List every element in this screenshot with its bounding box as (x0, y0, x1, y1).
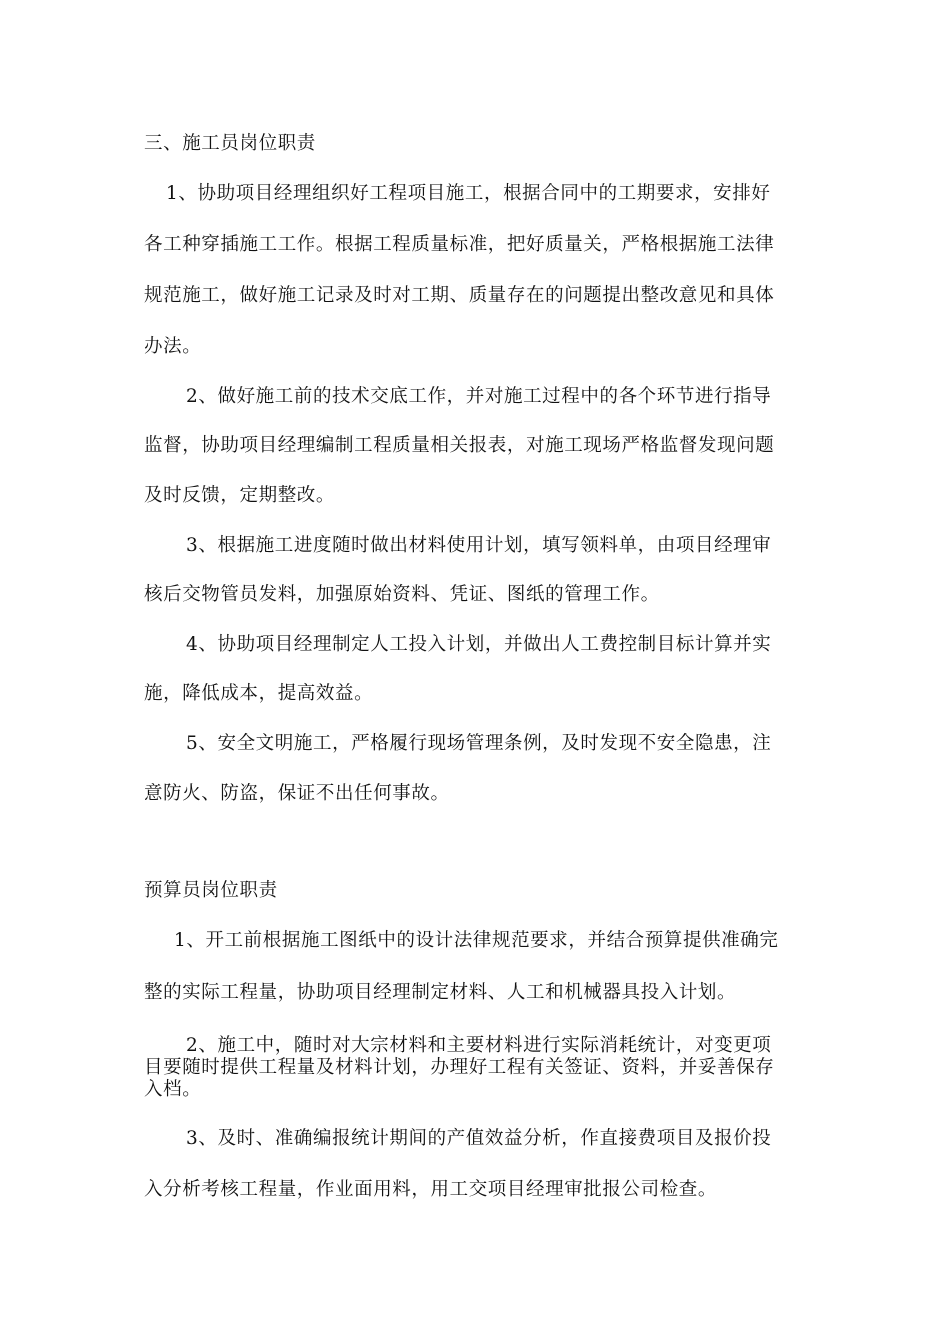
paragraph-line: 及时反馈，定期整改。 (144, 485, 336, 506)
paragraph-line: 监督，协助项目经理编制工程质量相关报表，对施工现场严格监督发现问题 (144, 435, 775, 456)
paragraph-line: 入档。 (144, 1079, 202, 1100)
paragraph-line: 5、安全文明施工，严格履行现场管理条例，及时发现不安全隐患，注 (186, 733, 772, 754)
paragraph-line: 核后交物管员发料，加强原始资料、凭证、图纸的管理工作。 (144, 584, 660, 605)
paragraph-line: 2、做好施工前的技术交底工作，并对施工过程中的各个环节进行指导 (186, 386, 772, 407)
paragraph-line: 办法。 (144, 336, 202, 357)
paragraph-line: 整的实际工程量，协助项目经理制定材料、人工和机械器具投入计划。 (144, 982, 737, 1003)
paragraph-line: 各工种穿插施工工作。根据工程质量标准，把好质量关，严格根据施工法律 (144, 234, 775, 255)
paragraph-line: 1、开工前根据施工图纸中的设计法律规范要求，并结合预算提供准确完 (174, 930, 779, 951)
paragraph-line: 规范施工，做好施工记录及时对工期、质量存在的问题提出整改意见和具体 (144, 285, 775, 306)
paragraph-line: 意防火、防盗，保证不出任何事故。 (144, 783, 450, 804)
paragraph-line: 3、及时、准确编报统计期间的产值效益分析，作直接费项目及报价投 (186, 1128, 772, 1149)
section-heading-budget-officer: 预算员岗位职责 (144, 880, 278, 901)
section-heading-construction-officer: 三、施工员岗位职责 (144, 133, 316, 154)
paragraph-line: 4、协助项目经理制定人工投入计划，并做出人工费控制目标计算并实 (186, 634, 772, 655)
paragraph-line: 2、施工中，随时对大宗材料和主要材料进行实际消耗统计，对变更项 (186, 1035, 772, 1056)
paragraph-line: 1、协助项目经理组织好工程项目施工，根据合同中的工期要求，安排好 (166, 183, 771, 204)
paragraph-line: 3、根据施工进度随时做出材料使用计划，填写领料单，由项目经理审 (186, 535, 772, 556)
paragraph-line: 施，降低成本，提高效益。 (144, 683, 374, 704)
paragraph-line: 入分析考核工程量，作业面用料，用工交项目经理审批报公司检查。 (144, 1179, 718, 1200)
paragraph-line: 目要随时提供工程量及材料计划，办理好工程有关签证、资料，并妥善保存 (144, 1057, 775, 1078)
